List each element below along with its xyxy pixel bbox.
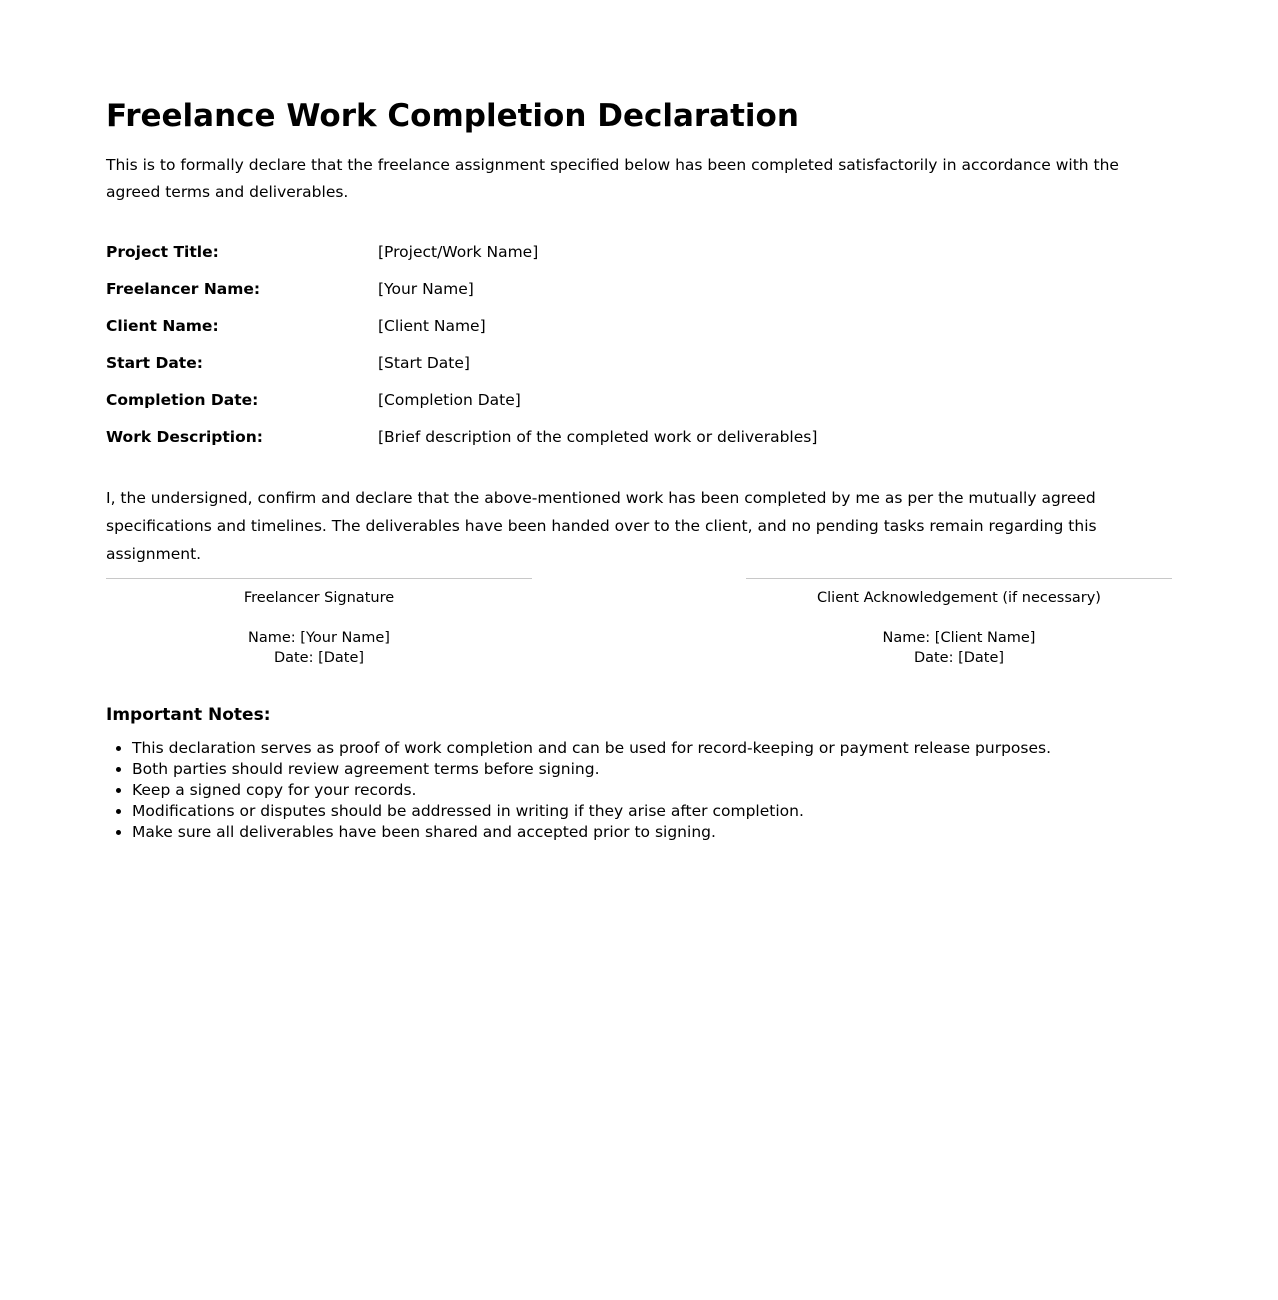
detail-label: Freelancer Name: [106, 280, 261, 298]
detail-row-freelancer-name [106, 277, 1172, 314]
list-item: • Keep a signed copy for your records. [132, 780, 1172, 801]
detail-label: Work Description: [106, 428, 263, 446]
signature-date: Date: [Date] [913, 650, 1005, 666]
signature-name: Name: [Client Name] [882, 630, 1036, 646]
confirmation-paragraph: I, the undersigned, confirm and declare that the above-mentioned work has been completed by me as per the mutually agreed specifications and timelines. The deliverables have been handed over to the client, and no pending tasks remain regarding this assignment. [106, 489, 1097, 563]
detail-value: [Client Name] [378, 317, 486, 335]
detail-value: [Completion Date] [378, 391, 521, 409]
detail-row-project-title [106, 240, 1172, 277]
details-table [106, 240, 1172, 462]
detail-value: [Start Date] [378, 354, 470, 372]
detail-row-client-name [106, 314, 1172, 351]
list-item: • Modifications or disputes should be addressed in writing if they arise after completion. [132, 801, 1172, 822]
client-signature-block [746, 578, 1172, 668]
list-item: • This declaration serves as proof of work completion and can be used for record-keeping or payment release purposes. [132, 738, 1172, 759]
detail-label: Start Date: [106, 354, 203, 372]
detail-row-start-date [106, 351, 1172, 388]
signature-date: Date: [Date] [273, 650, 365, 666]
signature-caption: Freelancer Signature [243, 590, 395, 606]
signature-line [746, 578, 1172, 579]
detail-label: Client Name: [106, 317, 219, 335]
document-title: Freelance Work Completion Declaration [106, 98, 799, 134]
signature-caption: Client Acknowledgement (if necessary) [817, 590, 1101, 606]
detail-row-completion-date [106, 388, 1172, 425]
detail-value: [Brief description of the completed work or deliverables] [378, 428, 818, 446]
detail-value: [Your Name] [378, 280, 474, 298]
detail-label: Project Title: [106, 243, 219, 261]
detail-row-work-description [106, 425, 1172, 462]
list-item: • Make sure all deliverables have been shared and accepted prior to signing. [132, 822, 1172, 843]
list-item: • Both parties should review agreement terms before signing. [132, 759, 1172, 780]
detail-label: Completion Date: [106, 391, 259, 409]
notes-list [106, 738, 1172, 843]
intro-paragraph: This is to formally declare that the freelance assignment specified below has been completed satisfactorily in accordance with the agreed terms and deliverables. [106, 156, 1119, 201]
detail-value: [Project/Work Name] [378, 243, 539, 261]
signature-name: Name: [Your Name] [248, 630, 390, 646]
freelancer-signature-block [106, 578, 532, 668]
signature-line [106, 578, 532, 579]
notes-heading: Important Notes: [106, 705, 271, 725]
